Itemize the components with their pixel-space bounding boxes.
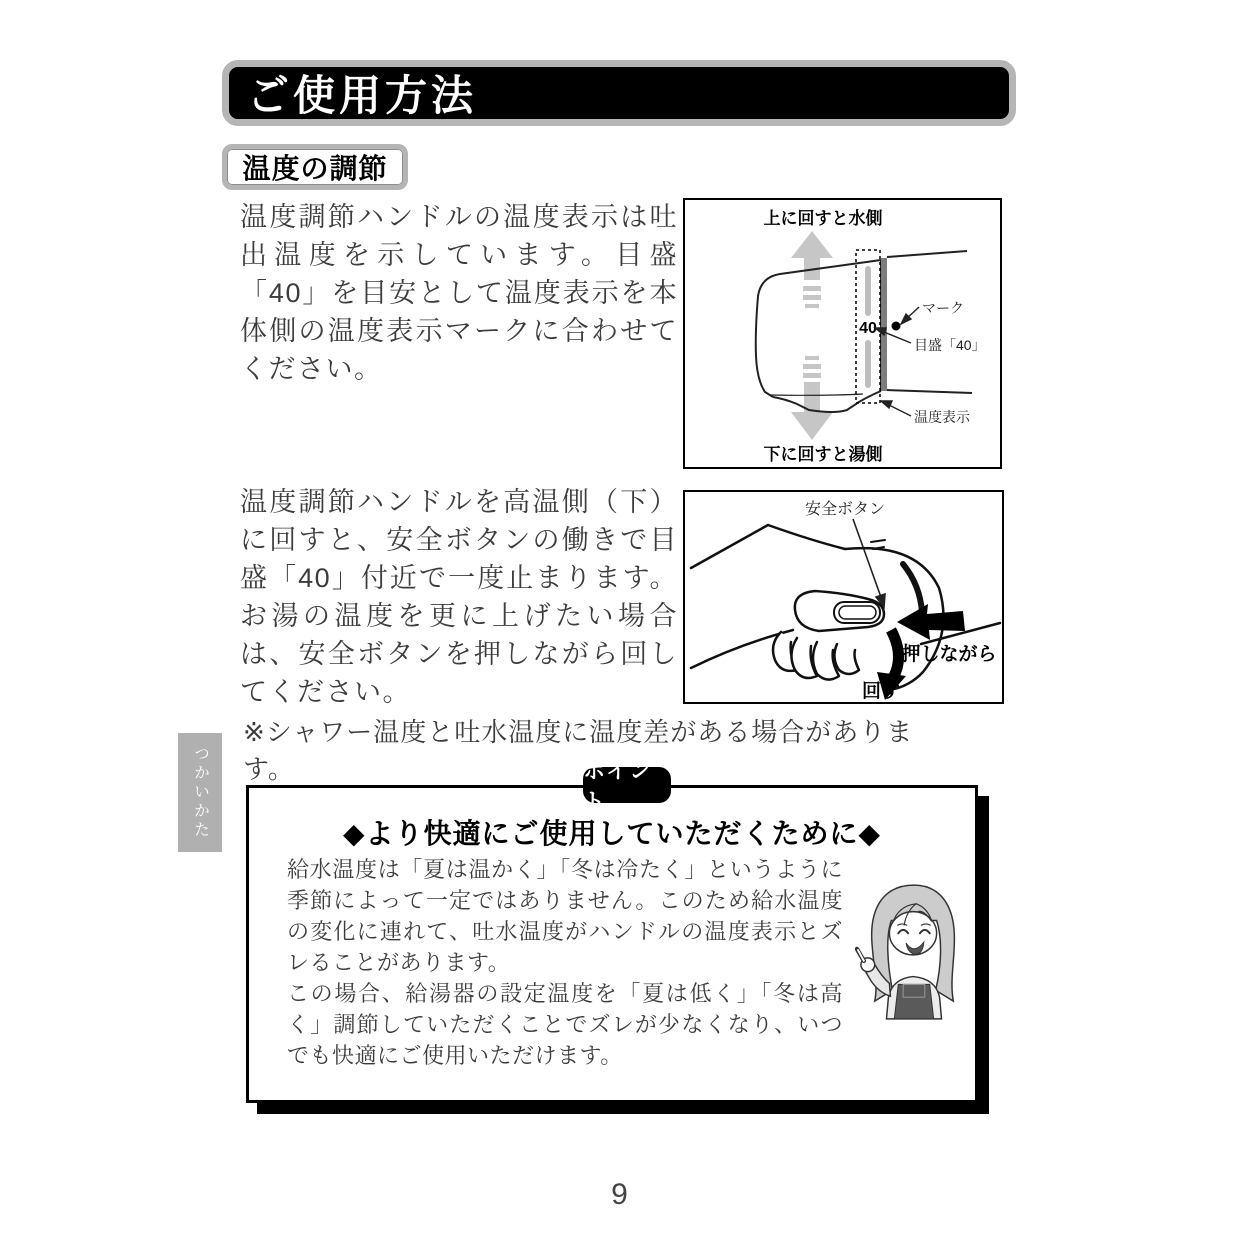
handle-edge-strip [881, 258, 887, 391]
point-body-paragraph-2: この場合、給湯器の設定温度を「夏は低く」「冬は高く」調節していただくことでズレが少なくなり、いつでも快適にご使用いただけます。 [287, 981, 843, 1068]
scale-40-label: 目盛「40」 [914, 337, 986, 353]
temperature-handle-diagram [683, 198, 1002, 469]
point-body [287, 854, 843, 1071]
safety-button-label: 安全ボタン [804, 501, 886, 518]
point-body-paragraph-1: 給水温度は「夏は温かく」「冬は冷たく」というように季節によって一定ではありません。このため給水温度の変化に連れて、吐水温度がハンドルの温度表示とズレることがあります。 [287, 857, 843, 975]
side-tab-label: つかいかた [191, 745, 209, 840]
diagram-top-label: 上に回すと水側 [763, 209, 883, 228]
point-badge [583, 758, 671, 814]
temperature-handle-drawing [685, 200, 1000, 467]
scale-value: 40 [859, 320, 877, 337]
temperature-display-label: 温度表示 [914, 409, 970, 425]
point-box [246, 785, 978, 1103]
diagram-bottom-label: 下に回すと湯側 [763, 445, 883, 464]
point-heading: ◆より快適にご使用していただくために◆ [342, 818, 882, 849]
safety-button-diagram [683, 490, 1004, 704]
mark-dot [892, 322, 901, 331]
section-header-title: ご使用方法 [247, 72, 478, 119]
side-tab-tsukaikata [178, 733, 222, 852]
section-header [222, 60, 1016, 126]
turn-label: 回す [861, 681, 901, 702]
page-number: 9 [611, 1178, 629, 1211]
point-badge-label: ポイント [583, 758, 653, 814]
safety-button-drawing [685, 492, 1002, 702]
down-arrow-icon [791, 356, 833, 440]
woman-illustration [855, 876, 973, 1024]
button-callout-line [853, 519, 885, 607]
mark-label: マーク [922, 300, 964, 316]
subsection-header-title: 温度の調節 [242, 153, 388, 184]
note-shower-temperature: ※シャワー温度と吐水温度に温度差がある場合があります。 [243, 717, 914, 784]
subsection-header [222, 144, 408, 190]
paragraph-temperature-display: 温度調節ハンドルの温度表示は吐出温度を示しています。目盛「40」を目安として温度表示を本体側の温度表示マークに合わせてください。 [240, 202, 678, 384]
hand-illustration [691, 525, 1000, 690]
paragraph-safety-button: 温度調節ハンドルを高温側（下）に回すと、安全ボタンの働きで目盛「40」付近で一度止まります。お湯の温度を更に上げたい場合は、安全ボタンを押しながら回してください。 [240, 487, 678, 707]
press-label: 押しながら [901, 644, 997, 665]
